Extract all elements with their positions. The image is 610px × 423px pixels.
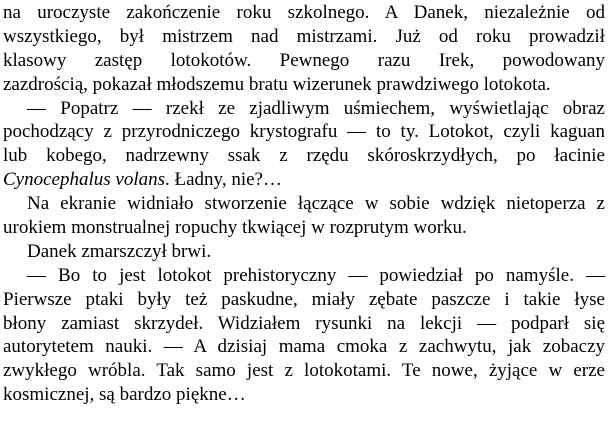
text-line: na uroczyste zakończenie roku szkolnego. A Danek, niezależnie od <box>3 2 605 23</box>
text-line-tail: . Ładny, nie?… <box>165 169 282 191</box>
text-line: urokiem monstrualnej ropuchy tkwiącej w rozprutym worku. <box>3 217 467 239</box>
text-line: błony zamiast skrzydeł. Widziałem rysunki na lekcji — podparł się <box>3 312 605 334</box>
text-line: kosmicznej, są bardzo piękne… <box>3 384 246 406</box>
text-line: wszystkiego, był mistrzem nad mistrzami. Już od roku prowadził <box>3 25 605 47</box>
text-line: lub kobego, nadrzewny ssak z rzędu skóroskrzydłych, po łacinie <box>3 145 605 167</box>
text-line: — Popatrz — rzekł ze zjadliwym uśmiechem, wyświetlając obraz <box>27 97 605 119</box>
text-line: zazdrością, pokazał młodszemu bratu wizerunek prawdziwego lotokota. <box>3 73 551 95</box>
text-line: Pierwsze ptaki były też paskudne, miały zębate paszcze i takie łyse <box>3 288 605 310</box>
text-line: pochodzący z przyrodniczego krystografu — to ty. Lotokot, czyli kaguan <box>3 121 605 143</box>
text-line <box>3 168 605 192</box>
text-line: autorytetem nauki. — A dzisiaj mama cmoka z zachwytu, jak zobaczy <box>3 336 605 358</box>
text-line: zwykłego wróbla. Tak samo jest z lotokotami. Te nowe, żyjące w erze <box>3 360 605 382</box>
text-line: Danek zmarszczył brwi. <box>27 240 212 262</box>
text-line: — Bo to jest lotokot prehistoryczny — powiedział po namyśle. — <box>27 264 605 286</box>
text-line: Na ekranie widniało stworzenie łączące w sobie wdzięk nietoperza z <box>27 193 605 215</box>
text-line: klasowy zastęp lotokotów. Pewnego razu Irek, powodowany <box>3 49 605 71</box>
latin-name: Cynocephalus volans <box>3 169 166 191</box>
document-page <box>3 1 605 407</box>
